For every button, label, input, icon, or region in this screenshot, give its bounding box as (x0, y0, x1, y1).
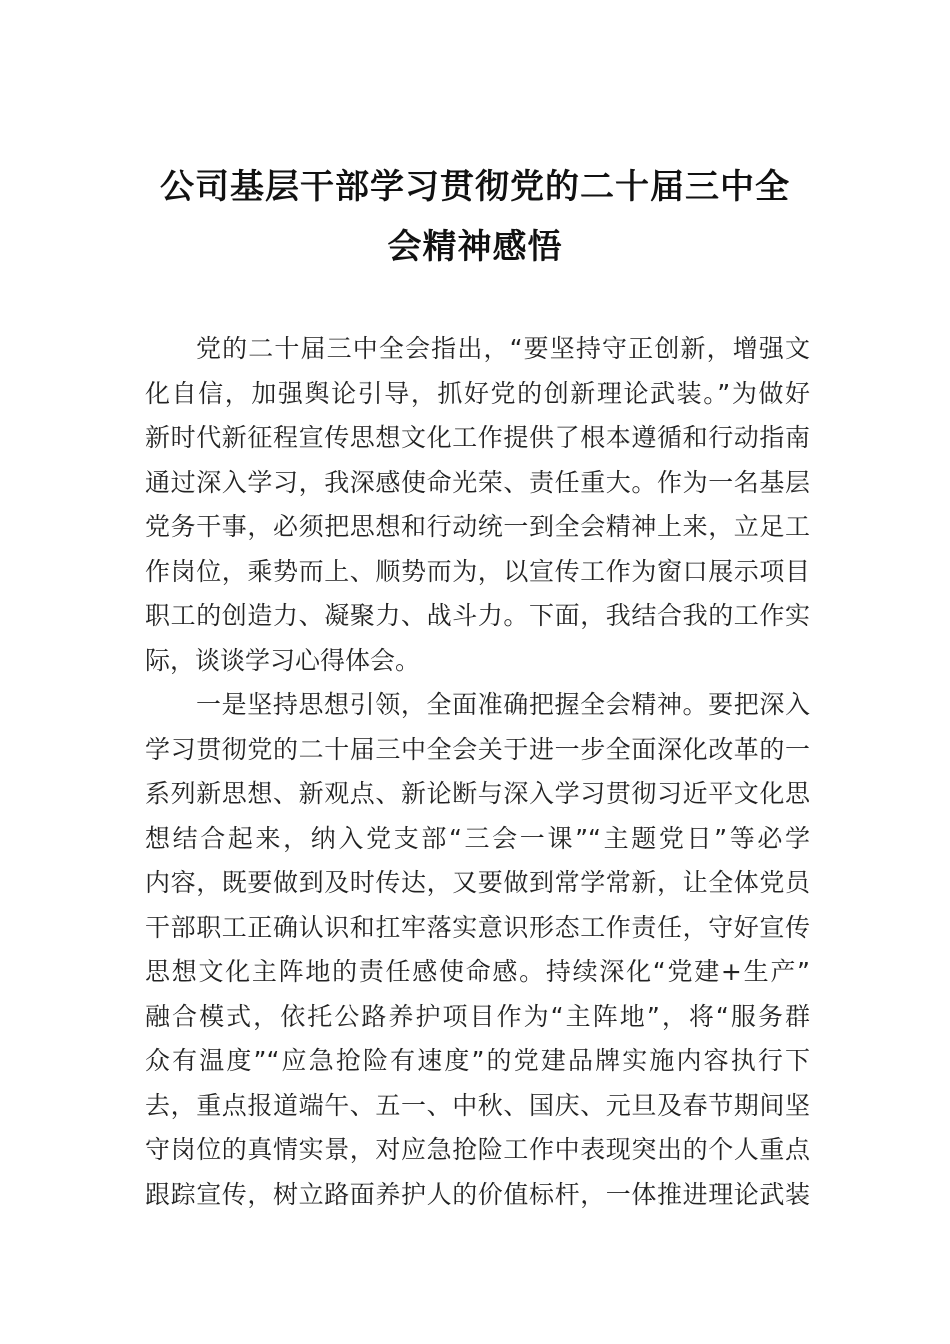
title-line-1: 公司基层干部学习贯彻党的二十届三中全 (160, 167, 790, 207)
text-line: 际，谈谈学习心得体会。 (145, 645, 421, 675)
paragraph-point-one (145, 683, 810, 1217)
text-line: 跟踪宣传，树立路面养护人的价值标杆，一体推进理论武装 (145, 1179, 810, 1209)
document-body (145, 327, 810, 1217)
text-line: 新时代新征程宣传思想文化工作提供了根本遵循和行动指南 (145, 423, 810, 452)
text-line: 干部职工正确认识和扛牢落实意识形态工作责任，守好宣传 (145, 912, 810, 942)
text-line: 众有温度”“应急抢险有速度”的党建品牌实施内容执行下 (145, 1046, 810, 1075)
paragraph-intro (145, 327, 810, 683)
text-line: 作岗位，乘势而上、顺势而为，以宣传工作为窗口展示项目 (145, 556, 810, 586)
text-line: 职工的创造力、凝聚力、战斗力。下面，我结合我的工作实 (145, 601, 810, 630)
title-line-2: 会精神感悟 (387, 227, 563, 267)
text-line: 守岗位的真情实景，对应急抢险工作中表现突出的个人重点 (145, 1135, 810, 1164)
text-line: 内容，既要做到及时传达，又要做到常学常新，让全体党员 (145, 868, 810, 897)
text-line: 系列新思想、新观点、新论断与深入学习贯彻习近平文化思 (145, 779, 810, 808)
text-line: 通过深入学习，我深感使命光荣、责任重大。作为一名基层 (145, 467, 810, 497)
text-line: 党的二十届三中全会指出，“要坚持守正创新，增强文 (196, 334, 810, 363)
text-line: 融合模式，依托公路养护项目作为“主阵地”，将“服务群 (145, 1001, 810, 1031)
text-line: 思想文化主阵地的责任感使命感。持续深化“党建+生产” (145, 957, 810, 986)
document-title (120, 157, 830, 277)
text-line: 学习贯彻党的二十届三中全会关于进一步全面深化改革的一 (145, 734, 810, 764)
text-line: 党务干事，必须把思想和行动统一到全会精神上来，立足工 (145, 512, 810, 541)
text-line: 去，重点报道端午、五一、中秋、国庆、元旦及春节期间坚 (145, 1090, 810, 1120)
text-line: 想结合起来，纳入党支部“三会一课”“主题党日”等必学 (145, 823, 810, 853)
text-line: 化自信，加强舆论引导，抓好党的创新理论武装。”为做好 (145, 378, 810, 408)
text-line: 一是坚持思想引领，全面准确把握全会精神。要把深入 (196, 690, 810, 719)
